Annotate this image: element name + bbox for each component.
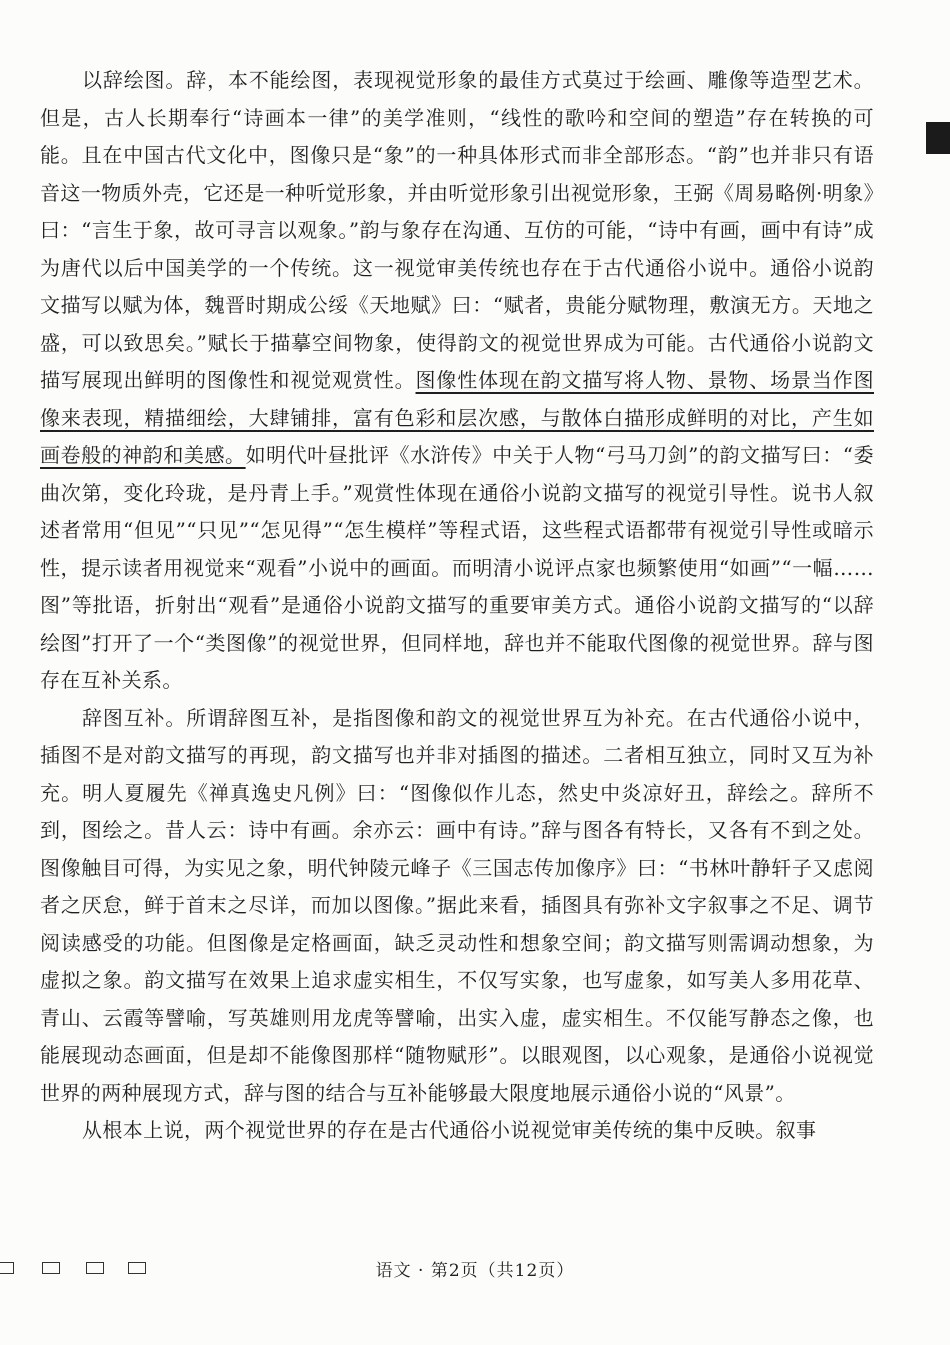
underlined-sentence: 图像性体现在韵文描写将人物、景物、场景当作图像来表现，精描细绘，大肆铺排，富有色彩和层次感，与散体白描形成鲜明的对比，产生如画卷般的神韵和美感。 (40, 368, 874, 467)
paragraph-complement: 辞图互补。所谓辞图互补，是指图像和韵文的视觉世界互为补充。在古代通俗小说中，插图不是对韵文描写的再现，韵文描写也并非对插图的描述。二者相互独立，同时又互为补充。明人夏履先《禅真逸史凡例》曰：“图像似作儿态，然史中炎凉好丑，辞绘之。辞所不到，图绘之。昔人云：诗中有画。余亦云：画中有诗。”辞与图各有特长，又各有不到之处。图像触目可得，为实见之象，明代钟陵元峰子《三国志传加像序》曰：“书林叶静轩子又虑阅者之厌怠，鲜于首末之尽详，而加以图像。”据此来看，插图具有弥补文字叙事之不足、调节阅读感受的功能。但图像是定格画面，缺乏灵动性和想象空间；韵文描写则需调动想象，为虚拟之象。韵文描写在效果上追求虚实相生，不仅写实象，也写虚象，如写美人多用花草、青山、云霞等譬喻，写英雄则用龙虎等譬喻，出实入虚，虚实相生。不仅能写静态之像，也能展现动态画面，但是却不能像图那样“随物赋形”。以眼观图，以心观象，是通俗小说视觉世界的两种展现方式，辞与图的结合与互补能够最大限度地展示通俗小说的“风景”。 (40, 705, 874, 1105)
paragraph-text: 如明代叶昼批评《水浒传》中关于人物“弓马刀剑”的韵文描写曰：“委曲次第，变化玲珑，是丹青上手。”观赏性体现在通俗小说韵文描写的视觉引导性。说书人叙述者常用“但见”“只见”“怎见得”“怎生模样”等程式语，这些程式语都带有视觉引导性或暗示性，提示读者用视觉来“观看”小说中的画面。而明清小说评点家也频繁使用“如画”“一幅……图”等批语，折射出“观看”是通俗小说韵文描写的重要审美方式。通俗小说韵文描写的“以辞绘图”打开了一个“类图像”的视觉世界，但同样地，辞也并不能取代图像的视觉世界。辞与图存在互补关系。 (40, 443, 874, 692)
paragraph-text: 以辞绘图。辞，本不能绘图，表现视觉形象的最佳方式莫过于绘画、雕像等造型艺术。但是，古人长期奉行“诗画本一律”的美学准则，“线性的歌吟和空间的塑造”存在转换的可能。且在中国古代文化中，图像只是“象”的一种具体形式而非全部形态。“韵”也并非只有语音这一物质外壳，它还是一种听觉形象，并由听觉形象引出视觉形象，王弼《周易略例·明象》曰：“言生于象，故可寻言以观象。”韵与象存在沟通、互仿的可能，“诗中有画，画中有诗”成为唐代以后中国美学的一个传统。这一视觉审美传统也存在于古代通俗小说中。通俗小说韵文描写以赋为体，魏晋时期成公绥《天地赋》曰：“赋者，贵能分赋物理，敷演无方。天地之盛，可以致思矣。”赋长于描摹空间物象，使得韵文的视觉世界成为可能。古代通俗小说韵文描写展现出鲜明的图像性和视觉观赏性。 (40, 68, 874, 392)
article-body (40, 62, 874, 1150)
page-number-footer: 语文 · 第2页（共12页） (375, 1261, 575, 1281)
paragraph-image-and-verse (40, 62, 874, 700)
paragraph-conclusion: 从根本上说，两个视觉世界的存在是古代通俗小说视觉审美传统的集中反映。叙事 (82, 1118, 817, 1142)
edge-marker (926, 122, 950, 154)
